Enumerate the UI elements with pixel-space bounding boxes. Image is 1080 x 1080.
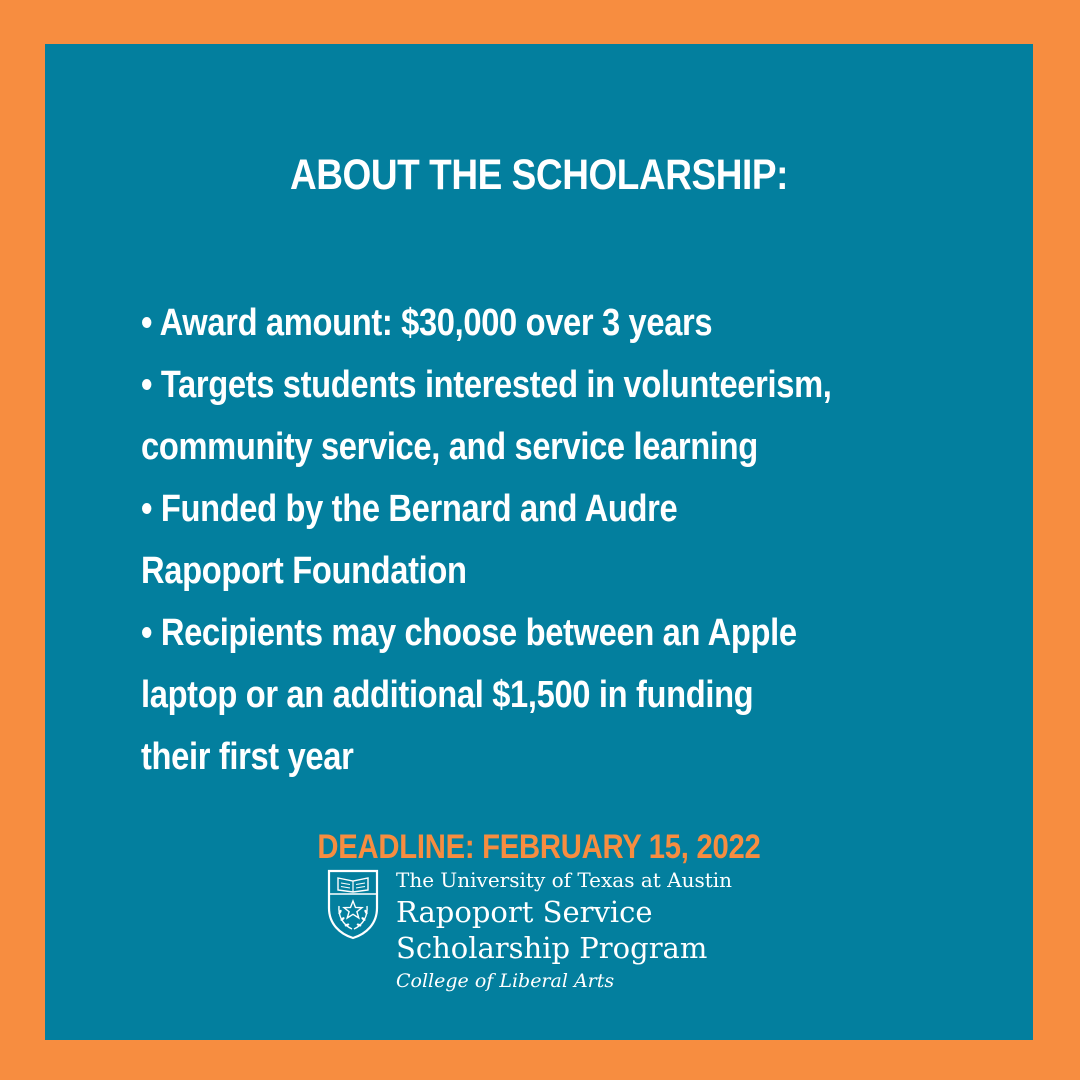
list-item: • Targets students interested in volunteerism, <box>141 364 832 406</box>
list-item: community service, and service learning <box>141 426 758 468</box>
list-item: laptop or an additional $1,500 in funding <box>141 674 754 716</box>
scholarship-details-list <box>141 292 1001 788</box>
list-item: • Funded by the Bernard and Audre <box>141 488 678 530</box>
deadline-text: DEADLINE: FEBRUARY 15, 2022 <box>317 828 761 866</box>
logo-wordmark <box>396 866 732 996</box>
program-name-line-1: Rapoport Service <box>396 895 653 929</box>
page-title: ABOUT THE SCHOLARSHIP: <box>290 151 788 199</box>
list-item: Rapoport Foundation <box>141 550 467 592</box>
list-item: • Award amount: $30,000 over 3 years <box>141 302 713 344</box>
ut-shield-icon <box>326 868 380 940</box>
ut-rapoport-logo <box>326 866 766 1006</box>
list-item: • Recipients may choose between an Apple <box>141 612 797 654</box>
university-name: The University of Texas at Austin <box>396 868 733 892</box>
program-name-line-2: Scholarship Program <box>396 931 708 965</box>
college-name: College of Liberal Arts <box>396 970 615 992</box>
list-item: their first year <box>141 736 354 778</box>
